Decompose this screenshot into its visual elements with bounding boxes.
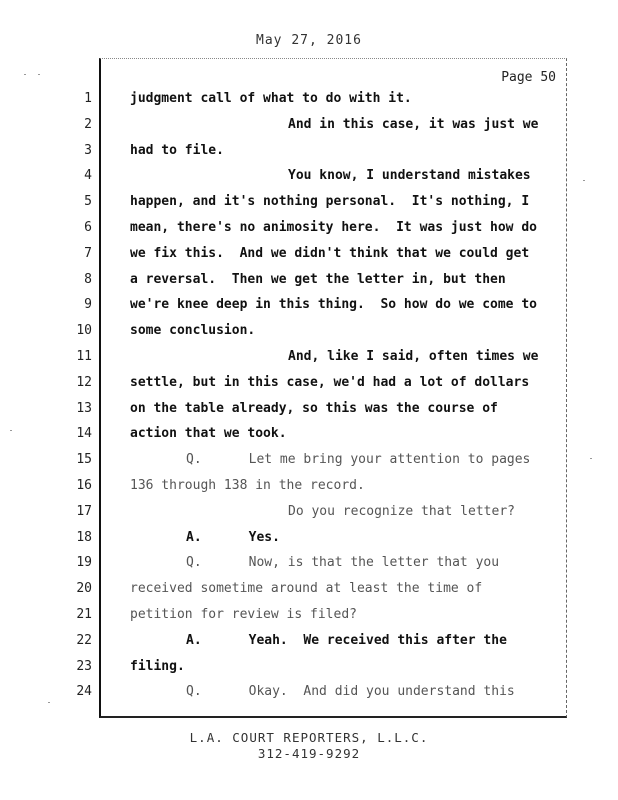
line-text: You know, I understand mistakes <box>288 168 531 184</box>
line-text: on the table already, so this was the course of <box>130 400 498 416</box>
transcript-date: May 27, 2016 <box>256 33 362 48</box>
line-text: happen, and it's nothing personal. It's nothing, I <box>130 194 530 210</box>
transcript-line <box>0 375 618 401</box>
line-number: 6 <box>84 220 92 235</box>
transcript-line <box>0 297 618 323</box>
transcript-line <box>0 659 618 685</box>
line-text: had to file. <box>130 142 224 158</box>
line-number: 13 <box>76 400 92 416</box>
line-number: 3 <box>84 142 92 158</box>
line-number: 5 <box>84 194 92 210</box>
transcript-line <box>0 401 618 427</box>
transcript-line <box>0 426 618 452</box>
line-number: 15 <box>76 452 92 468</box>
scan-speck <box>583 180 585 181</box>
line-text: Do you recognize that letter? <box>288 503 515 519</box>
line-number: 9 <box>84 297 92 313</box>
transcript-line <box>0 581 618 607</box>
line-text: filing. <box>130 658 185 674</box>
line-text: And in this case, it was just we <box>288 116 539 132</box>
line-number: 22 <box>76 632 92 648</box>
line-text: we're knee deep in this thing. So how do we come to <box>130 297 537 313</box>
transcript-line <box>0 684 618 710</box>
line-number: 10 <box>76 323 92 339</box>
line-text: we fix this. And we didn't think that we could get <box>130 245 530 261</box>
line-number: 14 <box>76 426 92 442</box>
line-text: Q. Let me bring your attention to pages <box>186 452 531 468</box>
line-number: 18 <box>76 529 92 545</box>
line-number: 8 <box>84 271 92 287</box>
transcript-line <box>0 143 618 169</box>
line-number: 20 <box>76 581 92 597</box>
transcript-line <box>0 220 618 246</box>
transcript-line <box>0 272 618 298</box>
transcript-line <box>0 452 618 478</box>
transcript-line <box>0 323 618 349</box>
line-text: mean, there's no animosity here. It was just how do <box>130 220 537 235</box>
transcript-line <box>0 117 618 143</box>
line-number: 4 <box>84 168 92 184</box>
footer-phone: 312-419-9292 <box>257 746 361 761</box>
line-text: Q. Now, is that the letter that you <box>186 555 500 571</box>
scan-speck <box>24 74 26 75</box>
transcript-line <box>0 555 618 581</box>
line-text: judgment call of what to do with it. <box>130 91 412 106</box>
transcript-line <box>0 168 618 194</box>
line-text: A. Yeah. We received this after the <box>186 632 507 648</box>
line-text: 136 through 138 in the record. <box>130 478 365 493</box>
line-text: settle, but in this case, we'd had a lot of dollars <box>130 374 530 390</box>
line-text: And, like I said, often times we <box>288 349 539 364</box>
line-number: 17 <box>76 503 92 519</box>
transcript-line <box>0 246 618 272</box>
transcript-line <box>0 349 618 375</box>
line-text: some conclusion. <box>130 323 256 339</box>
line-number: 7 <box>84 245 92 261</box>
line-text: Q. Okay. And did you understand this <box>186 684 515 700</box>
page-number: Page 50 <box>501 70 556 85</box>
line-text: petition for review is filed? <box>130 607 357 622</box>
line-number: 24 <box>76 684 92 700</box>
line-number: 2 <box>84 116 92 132</box>
line-text: a reversal. Then we get the letter in, but then <box>130 271 506 287</box>
scan-speck <box>48 702 50 703</box>
transcript-line <box>0 633 618 659</box>
scan-speck <box>10 430 12 431</box>
line-number: 12 <box>76 374 92 390</box>
transcript-line <box>0 607 618 633</box>
line-text: A. Yes. <box>186 529 280 545</box>
line-number: 16 <box>76 478 92 493</box>
scan-speck <box>590 458 592 459</box>
line-text: received sometime around at least the time of <box>130 581 483 597</box>
scan-speck <box>38 74 40 75</box>
transcript-line <box>0 91 618 117</box>
line-number: 19 <box>76 555 92 571</box>
line-number: 1 <box>84 91 92 106</box>
line-number: 21 <box>76 607 92 622</box>
line-text: action that we took. <box>130 426 287 442</box>
transcript-line <box>0 504 618 530</box>
footer-company: L.A. COURT REPORTERS, L.L.C. <box>189 730 429 745</box>
transcript-line <box>0 478 618 504</box>
line-number: 23 <box>76 658 92 674</box>
transcript-line <box>0 194 618 220</box>
line-number: 11 <box>76 349 92 364</box>
transcript-line <box>0 530 618 556</box>
